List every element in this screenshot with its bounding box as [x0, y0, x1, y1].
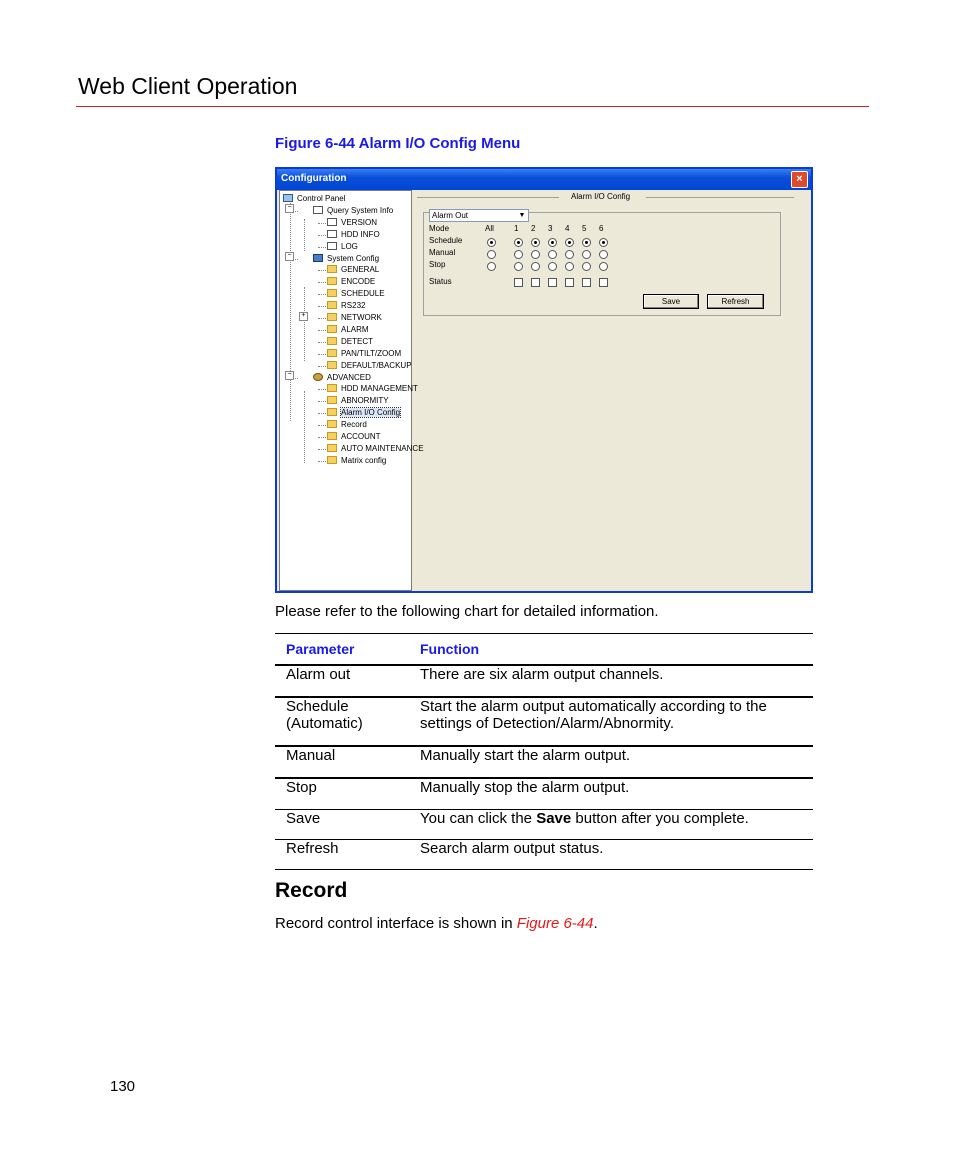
window-titlebar [277, 169, 811, 190]
tree-item[interactable] [327, 241, 358, 253]
column-header: 2 [531, 224, 536, 233]
tree-connector [318, 389, 326, 390]
radio-schedule-col4[interactable] [565, 238, 574, 247]
function-cell: There are six alarm output channels. [409, 665, 813, 697]
tree-item[interactable] [327, 443, 424, 455]
body-text: . [593, 915, 598, 932]
table-row [275, 697, 813, 746]
tree-item[interactable] [327, 312, 382, 324]
tree-item[interactable] [327, 288, 385, 300]
tree-item-label: RS232 [341, 301, 366, 311]
tree-item-label: NETWORK [341, 313, 382, 322]
tool-icon [313, 254, 323, 262]
folder-icon [327, 408, 337, 416]
tree-connector [318, 306, 326, 307]
function-cell: Start the alarm output automatically according to the settings of Detection/Alarm/Abnormity. [409, 697, 813, 746]
tree-connector [304, 391, 305, 463]
document-icon [327, 242, 337, 250]
radio-manual-col3[interactable] [548, 250, 557, 259]
tree-item-label: PAN/TILT/ZOOM [341, 348, 402, 358]
status-checkbox-col4[interactable] [565, 278, 574, 287]
tree-item-label: HDD MANAGEMENT [341, 384, 418, 394]
param-cell: Stop [275, 778, 409, 810]
page-number: 130 [110, 1078, 136, 1095]
document-icon [327, 218, 337, 226]
expand-toggle-icon[interactable]: − [285, 252, 294, 261]
tree-item[interactable] [327, 336, 373, 348]
radio-stop-col3[interactable] [548, 262, 557, 271]
radio-schedule-col6[interactable] [599, 238, 608, 247]
tree-item[interactable] [327, 348, 401, 360]
folder-icon [327, 313, 337, 321]
tree-connector [318, 330, 326, 331]
page-header-title: Web Client Operation [78, 73, 298, 99]
gear-icon [313, 373, 323, 381]
tree-item-label: ALARM [341, 324, 369, 334]
folder-icon [327, 456, 337, 464]
status-checkbox-col1[interactable] [514, 278, 523, 287]
tree-item-label: ACCOUNT [341, 432, 381, 441]
header-rule [76, 106, 869, 107]
folder-icon [327, 420, 337, 428]
tree-item-label: System Config [327, 253, 380, 263]
section-heading: Record [275, 879, 348, 902]
radio-schedule-col5[interactable] [582, 238, 591, 247]
section-body [275, 915, 598, 932]
column-header: All [485, 224, 494, 233]
tree-connector [318, 294, 326, 295]
document-icon [313, 206, 323, 214]
tree-item[interactable] [327, 229, 380, 241]
window-title: Configuration [281, 173, 347, 184]
body-text: Record control interface is shown in [275, 915, 517, 932]
table-row [275, 778, 813, 810]
header-function: Function [409, 634, 813, 666]
tree-item-label: ABNORMITY [341, 396, 389, 406]
tree-connector [318, 354, 326, 355]
row-label-mode: Mode [429, 224, 450, 233]
header-parameter: Parameter [275, 634, 409, 666]
folder-icon [327, 396, 337, 404]
table-row [275, 665, 813, 697]
table-header-row [275, 634, 813, 666]
column-header: 6 [599, 224, 604, 233]
radio-schedule-col3[interactable] [548, 238, 557, 247]
radio-stop-col0[interactable] [487, 262, 496, 271]
status-checkbox-col5[interactable] [582, 278, 591, 287]
row-label-manual: Manual [429, 248, 456, 257]
expand-toggle-icon[interactable]: − [285, 204, 294, 213]
radio-manual-col2[interactable] [531, 250, 540, 259]
tree-item[interactable] [327, 360, 412, 372]
column-header: 5 [582, 224, 587, 233]
folder-icon [327, 265, 337, 273]
param-cell: Schedule (Automatic) [275, 697, 409, 746]
config-tree [279, 190, 424, 591]
radio-schedule-col0[interactable] [487, 238, 496, 247]
param-cell: Refresh [275, 840, 409, 870]
status-checkbox-col6[interactable] [599, 278, 608, 287]
tree-item[interactable] [327, 276, 375, 288]
folder-icon [327, 444, 337, 452]
radio-manual-col1[interactable] [514, 250, 523, 259]
tree-item[interactable] [327, 407, 400, 419]
tree-item[interactable] [327, 455, 386, 467]
radio-manual-col0[interactable] [487, 250, 496, 259]
tree-item-label: DEFAULT/BACKUP [341, 360, 412, 370]
tree-connector [318, 425, 326, 426]
tree-connector [304, 219, 305, 251]
figure-caption: Figure 6-44 Alarm I/O Config Menu [275, 135, 521, 152]
save-button[interactable]: Save [643, 294, 699, 309]
radio-manual-col4[interactable] [565, 250, 574, 259]
tree-item[interactable] [327, 383, 418, 395]
tree-connector [318, 413, 326, 414]
column-header: 1 [514, 224, 519, 233]
tree-item[interactable] [283, 193, 345, 205]
function-cell: Search alarm output status. [409, 840, 813, 870]
tree-connector [318, 223, 326, 224]
row-label-status: Status [429, 277, 452, 286]
tree-connector [318, 342, 326, 343]
row-label-schedule: Schedule [429, 236, 463, 245]
tree-item[interactable] [327, 419, 367, 431]
folder-icon [327, 325, 337, 333]
tree-item-label: Record [341, 420, 367, 430]
column-header: 4 [565, 224, 570, 233]
tree-item[interactable] [327, 324, 369, 336]
param-cell: Save [275, 810, 409, 840]
folder-icon [327, 301, 337, 309]
group-title: Alarm I/O Config [571, 192, 631, 201]
tree-connector [318, 461, 326, 462]
tree-item[interactable] [327, 300, 365, 312]
tree-connector [318, 270, 326, 271]
expand-toggle-icon[interactable]: − [285, 371, 294, 380]
function-cell [409, 810, 813, 840]
tree-item-label: SCHEDULE [341, 289, 385, 299]
tree-item-label: ADVANCED [327, 372, 371, 382]
folder-icon [327, 432, 337, 440]
table-row [275, 840, 813, 870]
intro-text: Please refer to the following chart for detailed information. [275, 603, 659, 620]
configuration-window [275, 167, 813, 593]
tree-connector [290, 203, 291, 421]
monitor-icon [283, 194, 293, 202]
tree-item[interactable] [327, 395, 389, 407]
refresh-button[interactable]: Refresh [707, 294, 764, 309]
param-cell: Manual [275, 746, 409, 778]
group-title-line-left [417, 197, 559, 198]
tree-item-label: Control Panel [297, 194, 346, 203]
status-checkbox-col2[interactable] [531, 278, 540, 287]
radio-stop-col5[interactable] [582, 262, 591, 271]
tree-item[interactable] [327, 217, 377, 229]
tree-item-label: Alarm I/O Config [341, 408, 401, 418]
radio-stop-col2[interactable] [531, 262, 540, 271]
radio-stop-col6[interactable] [599, 262, 608, 271]
tree-item-label: DETECT [341, 336, 373, 346]
row-label-stop: Stop [429, 260, 446, 269]
tree-item-label: GENERAL [341, 265, 380, 275]
radio-stop-col4[interactable] [565, 262, 574, 271]
function-text: button after you complete. [571, 810, 749, 827]
function-text: You can click the [420, 810, 537, 827]
column-header: 3 [548, 224, 553, 233]
param-cell: Alarm out [275, 665, 409, 697]
table-row [275, 810, 813, 840]
tree-item[interactable] [327, 264, 379, 276]
tree-connector [318, 318, 326, 319]
tree-item-label: LOG [341, 241, 358, 251]
radio-schedule-col1[interactable] [514, 238, 523, 247]
folder-icon [327, 384, 337, 392]
table-row [275, 746, 813, 778]
alarm-type-select[interactable] [429, 209, 529, 222]
expand-toggle-icon[interactable]: + [299, 312, 308, 321]
radio-manual-col6[interactable] [599, 250, 608, 259]
close-icon[interactable]: × [791, 171, 808, 188]
tree-connector [318, 437, 326, 438]
tree-item-label: Matrix config [341, 455, 387, 465]
group-title-line-right [646, 197, 794, 198]
radio-manual-col5[interactable] [582, 250, 591, 259]
folder-icon [327, 277, 337, 285]
tree-item[interactable] [313, 253, 379, 265]
function-bold-save: Save [536, 810, 572, 827]
tree-connector [318, 282, 326, 283]
parameter-table [275, 633, 813, 870]
tree-item-label: VERSION [341, 217, 378, 227]
tree-connector [318, 247, 326, 248]
tree-connector [318, 366, 326, 367]
folder-icon [327, 337, 337, 345]
tree-item-label: AUTO MAINTENANCE [341, 443, 424, 453]
function-cell: Manually stop the alarm output. [409, 778, 813, 810]
tree-connector [318, 401, 326, 402]
tree-item[interactable] [313, 372, 371, 384]
folder-icon [327, 289, 337, 297]
alarm-type-value: Alarm Out [432, 211, 469, 220]
tree-connector [318, 235, 326, 236]
figure-link[interactable]: Figure 6-44 [516, 915, 594, 932]
radio-schedule-col2[interactable] [531, 238, 540, 247]
radio-stop-col1[interactable] [514, 262, 523, 271]
function-cell: Manually start the alarm output. [409, 746, 813, 778]
tree-item[interactable] [313, 205, 393, 217]
tree-connector [304, 287, 305, 361]
tree-item[interactable] [327, 431, 381, 443]
status-checkbox-col3[interactable] [548, 278, 557, 287]
folder-icon [327, 349, 337, 357]
tree-item-label: Query System Info [327, 205, 394, 215]
chevron-down-icon: ▼ [518, 212, 526, 219]
tree-item-label: ENCODE [341, 277, 376, 287]
document-icon [327, 230, 337, 238]
tree-connector [318, 449, 326, 450]
tree-item-label: HDD INFO [341, 229, 380, 239]
folder-icon [327, 361, 337, 369]
